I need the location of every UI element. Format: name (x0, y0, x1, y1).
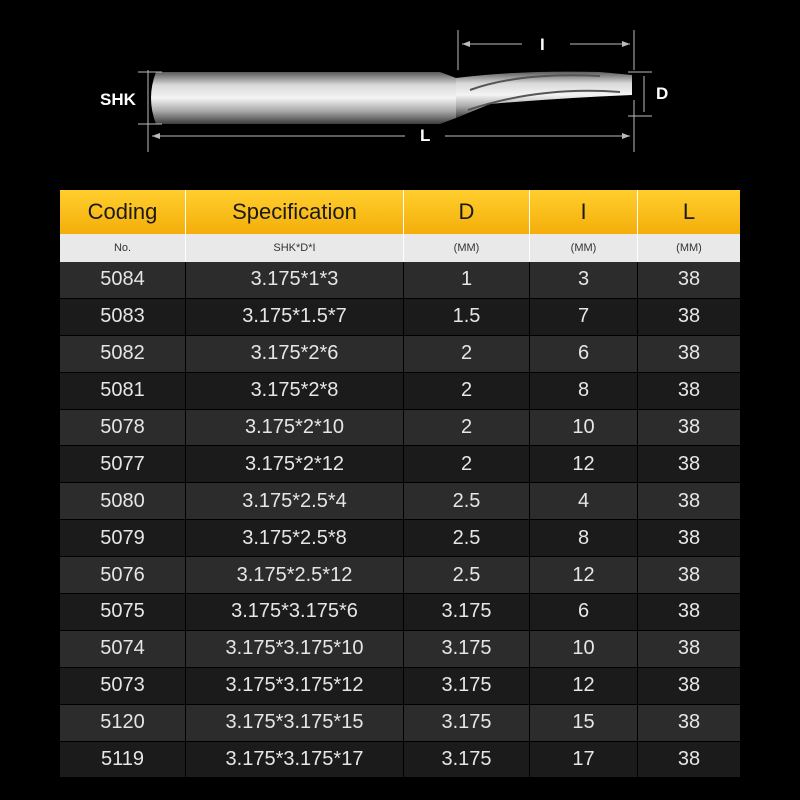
cell-d: 2 (404, 410, 530, 447)
cut-length-label: I (540, 35, 545, 54)
cell-l: 38 (638, 742, 740, 779)
cell-d: 3.175 (404, 705, 530, 742)
subheader-no: No. (60, 234, 186, 262)
flute (456, 72, 632, 118)
subheader-row (60, 234, 740, 262)
cell-coding: 5119 (60, 742, 186, 779)
cell-i: 10 (530, 631, 638, 668)
cell-l: 38 (638, 446, 740, 483)
cell-coding: 5081 (60, 373, 186, 410)
cell-l: 38 (638, 262, 740, 299)
subheader-format: SHK*D*I (186, 234, 404, 262)
cell-coding: 5077 (60, 446, 186, 483)
cell-l: 38 (638, 631, 740, 668)
cell-d: 2.5 (404, 520, 530, 557)
cell-coding: 5083 (60, 299, 186, 336)
table-row (60, 446, 740, 483)
cell-specification: 3.175*2.5*8 (186, 520, 404, 557)
header-row (60, 190, 740, 234)
end-mill-drawing (0, 0, 800, 170)
cell-coding: 5120 (60, 705, 186, 742)
table-row (60, 410, 740, 447)
subheader-unit-d: (MM) (404, 234, 530, 262)
cell-i: 6 (530, 594, 638, 631)
cell-d: 2.5 (404, 483, 530, 520)
cell-specification: 3.175*3.175*6 (186, 594, 404, 631)
cell-l: 38 (638, 668, 740, 705)
cell-coding: 5075 (60, 594, 186, 631)
table-row (60, 668, 740, 705)
cell-i: 12 (530, 668, 638, 705)
table-row (60, 594, 740, 631)
cell-d: 2.5 (404, 557, 530, 594)
cell-specification: 3.175*2*12 (186, 446, 404, 483)
subheader-unit-l: (MM) (638, 234, 740, 262)
cell-d: 3.175 (404, 668, 530, 705)
cell-specification: 3.175*3.175*15 (186, 705, 404, 742)
cell-l: 38 (638, 299, 740, 336)
cell-i: 4 (530, 483, 638, 520)
cell-i: 17 (530, 742, 638, 779)
table-row (60, 631, 740, 668)
shank (151, 72, 456, 124)
table-row (60, 742, 740, 779)
cell-coding: 5084 (60, 262, 186, 299)
cell-i: 7 (530, 299, 638, 336)
cell-specification: 3.175*1*3 (186, 262, 404, 299)
cell-coding: 5074 (60, 631, 186, 668)
cell-specification: 3.175*2*10 (186, 410, 404, 447)
cell-d: 3.175 (404, 742, 530, 779)
header-i: I (530, 190, 638, 234)
cell-l: 38 (638, 557, 740, 594)
subheader-unit-i: (MM) (530, 234, 638, 262)
cell-specification: 3.175*2*8 (186, 373, 404, 410)
table-row (60, 520, 740, 557)
header-d: D (404, 190, 530, 234)
table-row (60, 299, 740, 336)
table-row (60, 373, 740, 410)
cell-d: 2 (404, 446, 530, 483)
header-l: L (638, 190, 740, 234)
cell-i: 15 (530, 705, 638, 742)
cell-specification: 3.175*2.5*12 (186, 557, 404, 594)
cell-i: 12 (530, 446, 638, 483)
shank-label: SHK (100, 90, 136, 109)
cell-i: 3 (530, 262, 638, 299)
cell-d: 3.175 (404, 594, 530, 631)
cell-coding: 5080 (60, 483, 186, 520)
table-row (60, 262, 740, 299)
cell-coding: 5073 (60, 668, 186, 705)
table-row (60, 336, 740, 373)
cell-d: 3.175 (404, 631, 530, 668)
cell-specification: 3.175*3.175*17 (186, 742, 404, 779)
cell-l: 38 (638, 373, 740, 410)
cell-i: 6 (530, 336, 638, 373)
tool-diagram (0, 0, 800, 170)
cell-coding: 5079 (60, 520, 186, 557)
table-row (60, 705, 740, 742)
cell-coding: 5078 (60, 410, 186, 447)
cell-i: 8 (530, 373, 638, 410)
cell-specification: 3.175*2.5*4 (186, 483, 404, 520)
cell-l: 38 (638, 410, 740, 447)
cell-specification: 3.175*2*6 (186, 336, 404, 373)
cell-d: 1.5 (404, 299, 530, 336)
table-row (60, 483, 740, 520)
header-specification: Specification (186, 190, 404, 234)
cell-coding: 5076 (60, 557, 186, 594)
length-label: L (420, 126, 431, 145)
table-row (60, 557, 740, 594)
cell-coding: 5082 (60, 336, 186, 373)
cell-i: 12 (530, 557, 638, 594)
cell-i: 10 (530, 410, 638, 447)
cell-i: 8 (530, 520, 638, 557)
cell-specification: 3.175*3.175*10 (186, 631, 404, 668)
cell-l: 38 (638, 705, 740, 742)
cell-d: 2 (404, 373, 530, 410)
cell-l: 38 (638, 336, 740, 373)
header-coding: Coding (60, 190, 186, 234)
cell-specification: 3.175*3.175*12 (186, 668, 404, 705)
cell-d: 2 (404, 336, 530, 373)
diameter-label: D (656, 84, 669, 103)
cell-d: 1 (404, 262, 530, 299)
specification-table (60, 190, 740, 778)
cell-l: 38 (638, 520, 740, 557)
cell-l: 38 (638, 594, 740, 631)
cell-l: 38 (638, 483, 740, 520)
cell-specification: 3.175*1.5*7 (186, 299, 404, 336)
